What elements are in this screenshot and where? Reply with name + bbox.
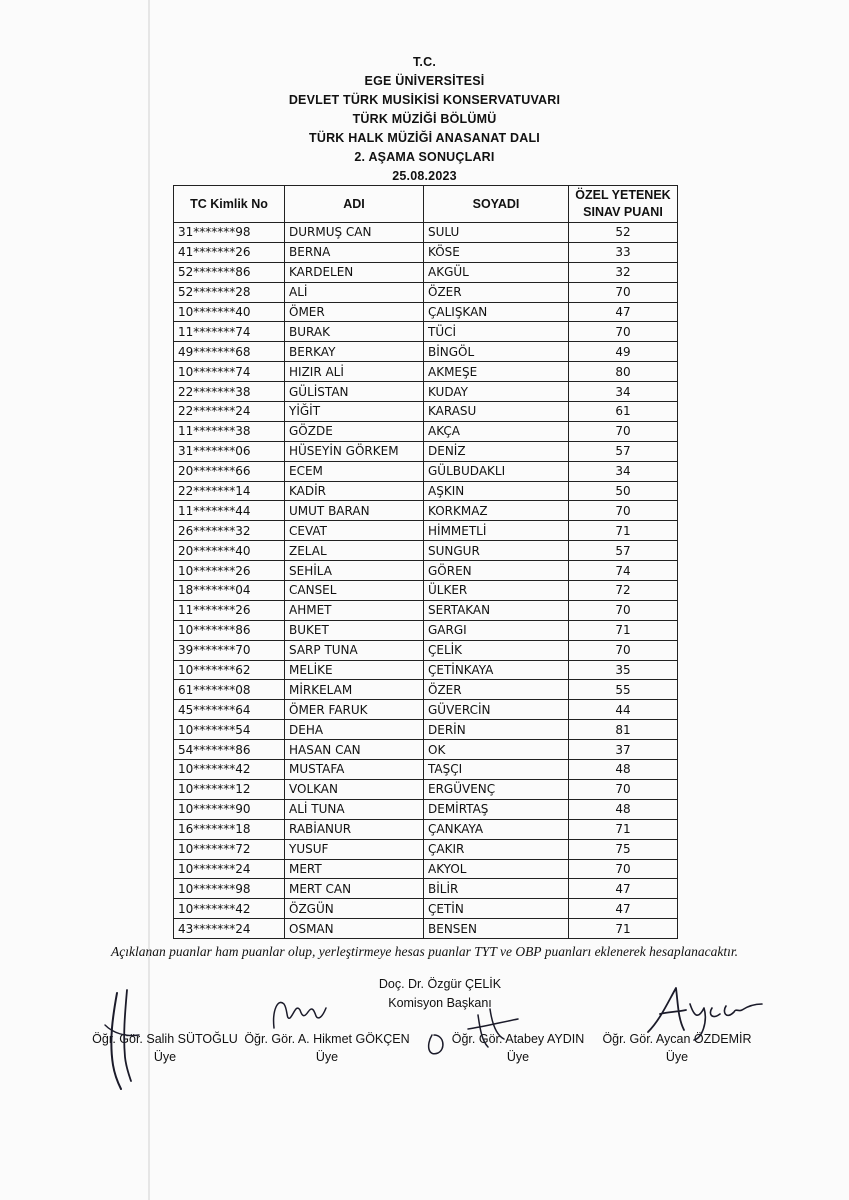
cell-score: 71 xyxy=(569,919,678,939)
table-row xyxy=(174,660,678,680)
cell-id: 10*******26 xyxy=(174,561,285,581)
cell-name: MERT CAN xyxy=(285,879,424,899)
cell-id: 18*******04 xyxy=(174,581,285,601)
cell-surname: AŞKIN xyxy=(424,481,569,501)
cell-surname: DEMİRTAŞ xyxy=(424,799,569,819)
cell-name: BERKAY xyxy=(285,342,424,362)
chair-role: Komisyon Başkanı xyxy=(388,996,492,1010)
cell-id: 43*******24 xyxy=(174,919,285,939)
cell-name: YUSUF xyxy=(285,839,424,859)
cell-surname: DERİN xyxy=(424,720,569,740)
member-name: Öğr. Gör. Salih SÜTOĞLU xyxy=(92,1032,238,1046)
cell-surname: TAŞÇI xyxy=(424,760,569,780)
cell-name: UMUT BARAN xyxy=(285,501,424,521)
member-name: Öğr. Gör. A. Hikmet GÖKÇEN xyxy=(244,1032,410,1046)
table-row xyxy=(174,839,678,859)
header-line-university: EGE ÜNİVERSİTESİ xyxy=(364,74,485,88)
member-role: Üye xyxy=(153,1050,177,1064)
cell-score: 47 xyxy=(569,879,678,899)
cell-score: 50 xyxy=(569,481,678,501)
member-4 xyxy=(596,1030,758,1066)
cell-surname: KÖSE xyxy=(424,242,569,262)
cell-score: 33 xyxy=(569,242,678,262)
cell-score: 47 xyxy=(569,302,678,322)
table-row xyxy=(174,581,678,601)
document-header xyxy=(0,53,849,186)
cell-name: CEVAT xyxy=(285,521,424,541)
cell-score: 70 xyxy=(569,282,678,302)
cell-surname: ÇELİK xyxy=(424,640,569,660)
header-line-department: TÜRK MÜZİĞİ BÖLÜMÜ xyxy=(352,112,497,126)
table-row xyxy=(174,342,678,362)
cell-score: 34 xyxy=(569,382,678,402)
table-row xyxy=(174,541,678,561)
cell-surname: ÇALIŞKAN xyxy=(424,302,569,322)
cell-surname: DENİZ xyxy=(424,441,569,461)
cell-name: YİĞİT xyxy=(285,402,424,422)
cell-id: 10*******40 xyxy=(174,302,285,322)
column-header-score-line1: ÖZEL YETENEK xyxy=(575,188,671,202)
header-date: 25.08.2023 xyxy=(392,169,457,183)
cell-surname: ÇAKIR xyxy=(424,839,569,859)
table-row xyxy=(174,262,678,282)
member-name: Öğr. Gör. Atabey AYDIN xyxy=(451,1032,585,1046)
cell-id: 10*******98 xyxy=(174,879,285,899)
explanatory-note: Açıklanan puanlar ham puanlar olup, yerleştirmeye hesas puanlar TYT ve OBP puanları eklenerek hesaplanacaktır. xyxy=(110,944,739,959)
cell-id: 10*******42 xyxy=(174,899,285,919)
cell-id: 22*******24 xyxy=(174,402,285,422)
cell-score: 74 xyxy=(569,561,678,581)
cell-name: BERNA xyxy=(285,242,424,262)
table-row xyxy=(174,799,678,819)
cell-score: 75 xyxy=(569,839,678,859)
cell-surname: ÖZER xyxy=(424,680,569,700)
cell-id: 49*******68 xyxy=(174,342,285,362)
cell-id: 52*******28 xyxy=(174,282,285,302)
cell-score: 70 xyxy=(569,600,678,620)
cell-name: MERT xyxy=(285,859,424,879)
table-row xyxy=(174,760,678,780)
column-header-id: TC Kimlik No xyxy=(174,186,285,223)
table-row xyxy=(174,600,678,620)
column-header-name: ADI xyxy=(285,186,424,223)
table-row xyxy=(174,779,678,799)
cell-name: ÖZGÜN xyxy=(285,899,424,919)
cell-score: 70 xyxy=(569,859,678,879)
cell-id: 10*******12 xyxy=(174,779,285,799)
cell-name: KARDELEN xyxy=(285,262,424,282)
cell-name: MUSTAFA xyxy=(285,760,424,780)
header-line-tc: T.C. xyxy=(412,55,437,69)
table-row xyxy=(174,481,678,501)
member-role: Üye xyxy=(506,1050,530,1064)
cell-score: 48 xyxy=(569,760,678,780)
cell-name: ALİ xyxy=(285,282,424,302)
table-row xyxy=(174,720,678,740)
cell-surname: BİLİR xyxy=(424,879,569,899)
table-row xyxy=(174,322,678,342)
cell-name: BUKET xyxy=(285,620,424,640)
cell-id: 54*******86 xyxy=(174,740,285,760)
cell-surname: SERTAKAN xyxy=(424,600,569,620)
cell-score: 70 xyxy=(569,640,678,660)
cell-id: 31*******98 xyxy=(174,223,285,243)
table-row xyxy=(174,282,678,302)
cell-score: 32 xyxy=(569,262,678,282)
results-table xyxy=(173,185,678,939)
cell-score: 49 xyxy=(569,342,678,362)
cell-surname: KARASU xyxy=(424,402,569,422)
table-row xyxy=(174,561,678,581)
table-row xyxy=(174,899,678,919)
table-row xyxy=(174,859,678,879)
cell-id: 20*******66 xyxy=(174,461,285,481)
cell-surname: GARGI xyxy=(424,620,569,640)
table-body xyxy=(174,223,678,939)
cell-surname: OK xyxy=(424,740,569,760)
cell-id: 11*******44 xyxy=(174,501,285,521)
cell-name: DEHA xyxy=(285,720,424,740)
cell-id: 10*******24 xyxy=(174,859,285,879)
cell-score: 44 xyxy=(569,700,678,720)
commission-chair xyxy=(330,975,550,1013)
table-row xyxy=(174,521,678,541)
cell-id: 10*******86 xyxy=(174,620,285,640)
cell-score: 81 xyxy=(569,720,678,740)
table-row xyxy=(174,819,678,839)
cell-surname: ÜLKER xyxy=(424,581,569,601)
cell-score: 71 xyxy=(569,819,678,839)
cell-id: 10*******54 xyxy=(174,720,285,740)
table-row xyxy=(174,382,678,402)
cell-name: VOLKAN xyxy=(285,779,424,799)
cell-name: HIZIR ALİ xyxy=(285,362,424,382)
cell-name: GÜLİSTAN xyxy=(285,382,424,402)
cell-score: 70 xyxy=(569,322,678,342)
column-header-surname: SOYADI xyxy=(424,186,569,223)
member-role: Üye xyxy=(665,1050,689,1064)
cell-score: 72 xyxy=(569,581,678,601)
cell-id: 26*******32 xyxy=(174,521,285,541)
cell-id: 11*******26 xyxy=(174,600,285,620)
cell-score: 80 xyxy=(569,362,678,382)
table-row xyxy=(174,362,678,382)
cell-id: 39*******70 xyxy=(174,640,285,660)
table-row xyxy=(174,919,678,939)
cell-surname: KUDAY xyxy=(424,382,569,402)
table-row xyxy=(174,223,678,243)
cell-name: CANSEL xyxy=(285,581,424,601)
cell-name: GÖZDE xyxy=(285,421,424,441)
cell-score: 70 xyxy=(569,421,678,441)
cell-surname: ÇETİN xyxy=(424,899,569,919)
cell-surname: TÜCİ xyxy=(424,322,569,342)
header-line-division: TÜRK HALK MÜZİĞİ ANASANAT DALI xyxy=(309,131,540,145)
header-line-conservatory: DEVLET TÜRK MUSİKİSİ KONSERVATUVARI xyxy=(288,93,561,107)
cell-surname: SUNGUR xyxy=(424,541,569,561)
cell-surname: GÜVERCİN xyxy=(424,700,569,720)
member-name: Öğr. Gör. Aycan ÖZDEMİR xyxy=(602,1032,752,1046)
cell-id: 22*******14 xyxy=(174,481,285,501)
cell-id: 10*******74 xyxy=(174,362,285,382)
cell-id: 11*******38 xyxy=(174,421,285,441)
cell-id: 61*******08 xyxy=(174,680,285,700)
cell-score: 57 xyxy=(569,541,678,561)
cell-surname: HİMMETLİ xyxy=(424,521,569,541)
cell-id: 52*******86 xyxy=(174,262,285,282)
cell-name: RABİANUR xyxy=(285,819,424,839)
cell-id: 41*******26 xyxy=(174,242,285,262)
cell-surname: SULU xyxy=(424,223,569,243)
cell-name: SARP TUNA xyxy=(285,640,424,660)
table-row xyxy=(174,680,678,700)
cell-name: KADİR xyxy=(285,481,424,501)
cell-score: 70 xyxy=(569,501,678,521)
table-row xyxy=(174,700,678,720)
cell-surname: ÇETİNKAYA xyxy=(424,660,569,680)
table-row xyxy=(174,620,678,640)
cell-surname: BENSEN xyxy=(424,919,569,939)
cell-surname: AKMEŞE xyxy=(424,362,569,382)
cell-id: 10*******72 xyxy=(174,839,285,859)
cell-score: 55 xyxy=(569,680,678,700)
cell-name: HÜSEYİN GÖRKEM xyxy=(285,441,424,461)
cell-name: MİRKELAM xyxy=(285,680,424,700)
header-line-results-title: 2. AŞAMA SONUÇLARI xyxy=(354,150,495,164)
cell-surname: KORKMAZ xyxy=(424,501,569,521)
cell-surname: GÖREN xyxy=(424,561,569,581)
table-row xyxy=(174,879,678,899)
cell-score: 70 xyxy=(569,779,678,799)
cell-id: 22*******38 xyxy=(174,382,285,402)
cell-score: 47 xyxy=(569,899,678,919)
cell-name: AHMET xyxy=(285,600,424,620)
cell-name: ÖMER FARUK xyxy=(285,700,424,720)
cell-surname: BİNGÖL xyxy=(424,342,569,362)
cell-score: 34 xyxy=(569,461,678,481)
member-3 xyxy=(442,1030,594,1066)
cell-score: 71 xyxy=(569,521,678,541)
cell-name: ECEM xyxy=(285,461,424,481)
table-row xyxy=(174,242,678,262)
cell-name: ALİ TUNA xyxy=(285,799,424,819)
cell-score: 48 xyxy=(569,799,678,819)
cell-surname: ERGÜVENÇ xyxy=(424,779,569,799)
cell-surname: AKGÜL xyxy=(424,262,569,282)
cell-id: 31*******06 xyxy=(174,441,285,461)
cell-score: 61 xyxy=(569,402,678,422)
table-row xyxy=(174,640,678,660)
cell-name: ÖMER xyxy=(285,302,424,322)
chair-name: Doç. Dr. Özgür ÇELİK xyxy=(378,977,502,991)
table-header-row xyxy=(174,186,678,223)
cell-id: 16*******18 xyxy=(174,819,285,839)
table-row xyxy=(174,441,678,461)
column-header-score-line2: SINAV PUANI xyxy=(583,205,663,219)
cell-surname: AKÇA xyxy=(424,421,569,441)
table-row xyxy=(174,302,678,322)
cell-id: 45*******64 xyxy=(174,700,285,720)
cell-surname: ÖZER xyxy=(424,282,569,302)
cell-name: MELİKE xyxy=(285,660,424,680)
table-row xyxy=(174,501,678,521)
table-row xyxy=(174,740,678,760)
table-row xyxy=(174,461,678,481)
table-row xyxy=(174,421,678,441)
member-2 xyxy=(232,1030,422,1066)
column-header-score xyxy=(569,186,678,223)
cell-name: BURAK xyxy=(285,322,424,342)
cell-score: 71 xyxy=(569,620,678,640)
cell-score: 52 xyxy=(569,223,678,243)
cell-score: 35 xyxy=(569,660,678,680)
cell-id: 11*******74 xyxy=(174,322,285,342)
cell-score: 37 xyxy=(569,740,678,760)
cell-surname: AKYOL xyxy=(424,859,569,879)
cell-surname: ÇANKAYA xyxy=(424,819,569,839)
cell-id: 10*******42 xyxy=(174,760,285,780)
cell-name: SEHİLA xyxy=(285,561,424,581)
cell-name: HASAN CAN xyxy=(285,740,424,760)
cell-id: 10*******90 xyxy=(174,799,285,819)
cell-name: OSMAN xyxy=(285,919,424,939)
cell-score: 57 xyxy=(569,441,678,461)
cell-id: 10*******62 xyxy=(174,660,285,680)
cell-id: 20*******40 xyxy=(174,541,285,561)
cell-name: DURMUŞ CAN xyxy=(285,223,424,243)
cell-surname: GÜLBUDAKLI xyxy=(424,461,569,481)
cell-name: ZELAL xyxy=(285,541,424,561)
member-role: Üye xyxy=(315,1050,339,1064)
table-row xyxy=(174,402,678,422)
